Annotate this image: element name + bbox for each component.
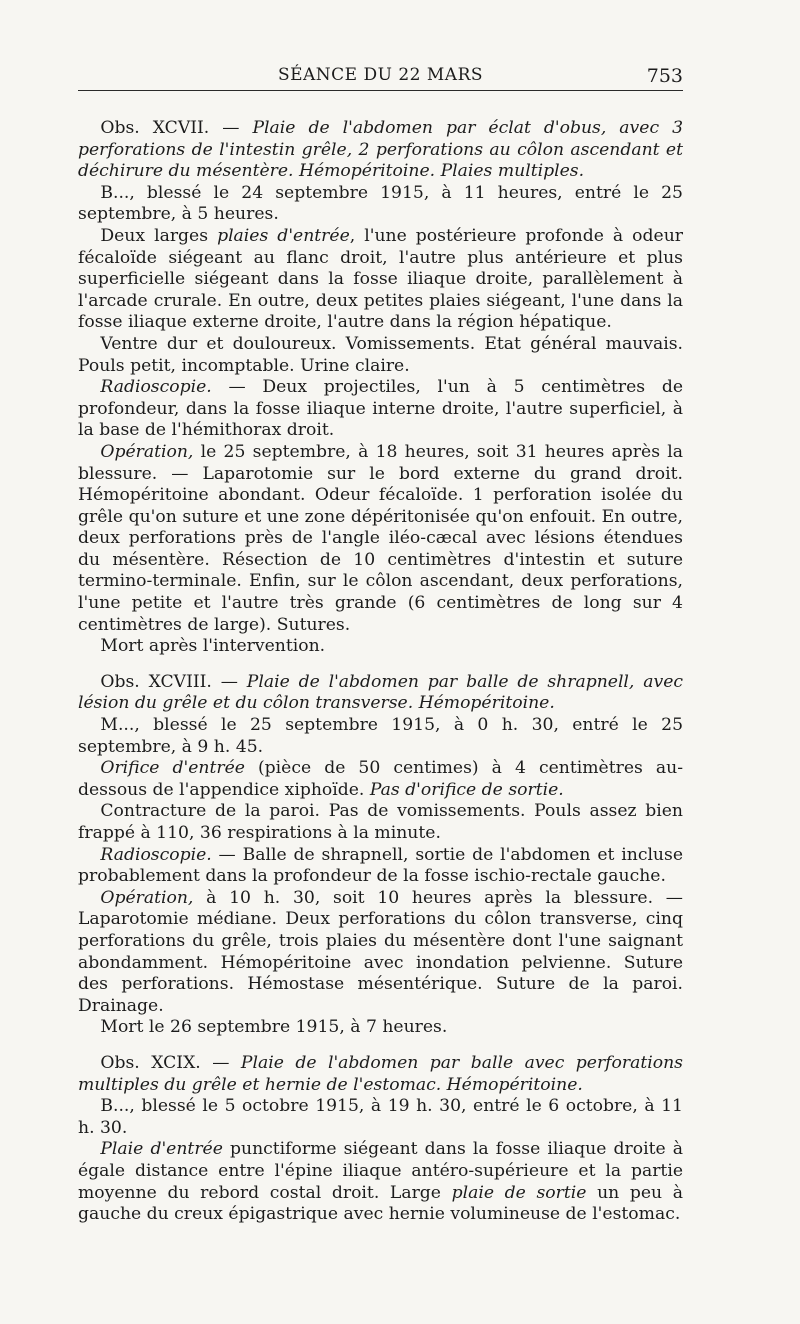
page-number: 753 <box>646 65 683 87</box>
obs-99-heading <box>78 1053 683 1096</box>
obs-97-paragraph: Deux larges plaies d'entrée, l'une postérieure profonde à odeur fécaloïde siégeant au flanc droit, l'autre plus antérieure et plus superficielle siégeant dans la fosse iliaque droite, parallèlement à l'arcade crurale. En outre, deux petites plaies siégeant, l'une dans la fosse iliaque externe droite, l'autre dans la région hépatique. <box>78 225 683 333</box>
running-header <box>78 60 683 91</box>
page-body <box>78 118 683 1226</box>
obs-97-paragraph: Ventre dur et douloureux. Vomissements. Etat général mauvais. Pouls petit, incomptable. Urine claire. <box>78 333 683 376</box>
obs-98-heading <box>78 672 683 715</box>
obs-98-paragraph: Opération, à 10 h. 30, soit 10 heures après la blessure. — Laparotomie médiane. Deux perforations du côlon transverse, cinq perforations du grêle, trois plaies du mésentère dont l'une saignant abondamment. Hémopéritoine avec inondation pelvienne. Suture des perforations. Hémostase mésentérique. Suture de la paroi. Drainage. <box>78 887 683 1016</box>
obs-98-paragraph: Orifice d'entrée (pièce de 50 centimes) à 4 centimètres au-dessous de l'appendice xiphoïde. Pas d'orifice de sortie. <box>78 758 683 800</box>
obs-98-paragraph: Mort le 26 septembre 1915, à 7 heures. <box>100 1017 448 1038</box>
obs-98-paragraph: Contracture de la paroi. Pas de vomissements. Pouls assez bien frappé à 110, 36 respirations à la minute. <box>78 801 683 843</box>
obs-97-paragraph: Opération, le 25 septembre, à 18 heures, soit 31 heures après la blessure. — Laparotomie sur le bord externe du grand droit. Hémopéritoine abondant. Odeur fécaloïde. 1 perforation isolée du grêle qu'on suture et une zone dépéritonisée qu'on enfouit. En outre, deux perforations près de l'angle iléo-cæcal avec lésions étendues du mésentère. Résection de 10 centimètres d'intestin et suture termino-terminale. Enfin, sur le côlon ascendant, deux perforations, l'une petite et l'autre très grande (6 centimètres de long sur 4 centimètres de large). Sutures. <box>78 441 683 635</box>
obs-97-title: Plaie de l'abdomen par éclat d'obus, avec 3 perforations de l'intestin grêle, 2 perforations au côlon ascendant et déchirure du mésentère. Hémopéritoine. Plaies multiples. <box>78 118 683 182</box>
obs-99-title: Plaie de l'abdomen par balle avec perforations multiples du grêle et hernie de l'estomac. Hémopéritoine. <box>78 1052 684 1095</box>
obs-98-title: Plaie de l'abdomen par balle de shrapnell, avec lésion du grêle et du côlon transverse. Hémopéritoine. <box>78 671 683 714</box>
obs-97-heading <box>78 118 683 183</box>
obs-97-paragraph: B..., blessé le 24 septembre 1915, à 11 heures, entré le 25 septembre, à 5 heures. <box>78 182 683 225</box>
obs-97-paragraph: Mort après l'intervention. <box>100 636 326 657</box>
running-title: SÉANCE DU 22 MARS <box>277 65 484 85</box>
obs-97-paragraph: Radioscopie. — Deux projectiles, l'un à 5 centimètres de profondeur, dans la fosse iliaque interne droite, l'autre superficiel, à la base de l'hémithorax droit. <box>78 377 683 441</box>
obs-99-paragraph: B..., blessé le 5 octobre 1915, à 19 h. 30, entré le 6 octobre, à 11 h. 30. <box>78 1096 683 1138</box>
obs-99-paragraph: Plaie d'entrée punctiforme siégeant dans la fosse iliaque droite à égale distance entre l'épine iliaque antéro-supérieure et la partie moyenne du rebord costal droit. Large plaie de sortie un peu à gauche du creux épigastrique avec hernie volumineuse de l'estomac. <box>78 1139 684 1225</box>
obs-99-label: Obs. XCIX. — <box>100 1052 241 1073</box>
obs-98-label: Obs. XCVIII. — <box>100 671 247 692</box>
obs-97-label: Obs. XCVII. — <box>100 118 253 138</box>
obs-98-paragraph: Radioscopie. — Balle de shrapnell, sortie de l'abdomen et incluse probablement dans la profondeur de la fosse ischio-rectale gauche. <box>78 844 683 887</box>
obs-98-paragraph: M..., blessé le 25 septembre 1915, à 0 h. 30, entré le 25 septembre, à 9 h. 45. <box>78 715 683 757</box>
